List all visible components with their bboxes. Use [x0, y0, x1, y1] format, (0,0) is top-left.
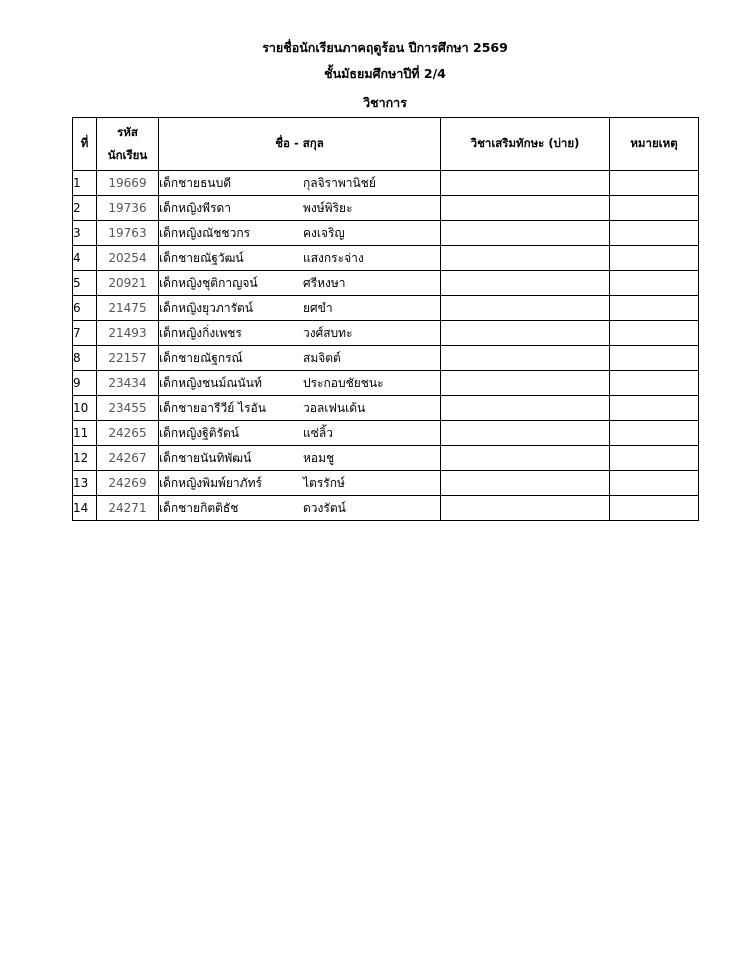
- student-id: 19669: [97, 171, 159, 196]
- student-first-name: เด็กชายณัฐกรณ์: [159, 350, 243, 365]
- column-header-subject: วิชาเสริมทักษะ (บ่าย): [441, 118, 610, 171]
- subject-cell: [441, 496, 610, 521]
- note-cell: [610, 371, 699, 396]
- subject-cell: [441, 196, 610, 221]
- row-number: 3: [73, 221, 97, 246]
- student-id: 24267: [97, 446, 159, 471]
- subject-cell: [441, 371, 610, 396]
- student-last-name: ดวงรัตน์: [303, 500, 346, 515]
- table-row: [73, 396, 699, 421]
- subject-cell: [441, 446, 610, 471]
- note-cell: [610, 346, 699, 371]
- student-name: [159, 246, 441, 271]
- student-name: [159, 496, 441, 521]
- student-first-name: เด็กหญิงฐิติรัตน์: [159, 425, 240, 440]
- student-name: [159, 321, 441, 346]
- student-last-name: สมจิตต์: [303, 350, 341, 365]
- table-row: [73, 421, 699, 446]
- student-last-name: ยศขำ: [303, 300, 333, 315]
- subject-cell: [441, 246, 610, 271]
- student-id: 20921: [97, 271, 159, 296]
- student-id: 21475: [97, 296, 159, 321]
- row-number: 12: [73, 446, 97, 471]
- row-number: 6: [73, 296, 97, 321]
- student-name: [159, 446, 441, 471]
- row-number: 4: [73, 246, 97, 271]
- student-name: [159, 471, 441, 496]
- student-name: [159, 221, 441, 246]
- student-first-name: เด็กหญิงพีรดา: [159, 200, 232, 215]
- student-id: 19763: [97, 221, 159, 246]
- table-row: [73, 221, 699, 246]
- student-first-name: เด็กหญิงพิมพ์ยาภัทร์: [159, 475, 262, 490]
- table-row: [73, 496, 699, 521]
- student-last-name: คงเจริญ: [303, 225, 345, 240]
- student-first-name: เด็กหญิงชุติกาญจน์: [159, 275, 258, 290]
- student-id: 22157: [97, 346, 159, 371]
- student-id: 23455: [97, 396, 159, 421]
- table-row: [73, 196, 699, 221]
- student-last-name: วงศ์สบทะ: [303, 325, 353, 340]
- table-row: [73, 271, 699, 296]
- note-cell: [610, 246, 699, 271]
- column-header-name: ชื่อ - สกุล: [159, 118, 441, 171]
- student-name: [159, 196, 441, 221]
- student-first-name: เด็กชายอารีวีย์ ไรอัน: [159, 400, 266, 415]
- student-name: [159, 396, 441, 421]
- student-first-name: เด็กหญิงยุวภารัตน์: [159, 300, 254, 315]
- department-label: วิชาการ: [363, 95, 407, 110]
- student-id: 20254: [97, 246, 159, 271]
- subject-cell: [441, 346, 610, 371]
- note-cell: [610, 296, 699, 321]
- subject-cell: [441, 421, 610, 446]
- row-number: 5: [73, 271, 97, 296]
- column-header-note: หมายเหตุ: [610, 118, 699, 171]
- student-id: 21493: [97, 321, 159, 346]
- row-number: 14: [73, 496, 97, 521]
- student-last-name: แสงกระจ่าง: [303, 250, 364, 265]
- note-cell: [610, 221, 699, 246]
- student-last-name: ประกอบชัยชนะ: [303, 375, 384, 390]
- student-first-name: เด็กชายธนบดี: [159, 175, 232, 190]
- table-row: [73, 371, 699, 396]
- note-cell: [610, 421, 699, 446]
- table-row: [73, 346, 699, 371]
- student-last-name: ไตรรักษ์: [303, 475, 345, 490]
- student-first-name: เด็กหญิงกิ่งเพชร: [159, 325, 242, 340]
- table-row: [73, 471, 699, 496]
- table-row: [73, 171, 699, 196]
- note-cell: [610, 471, 699, 496]
- student-name: [159, 296, 441, 321]
- student-first-name: เด็กหญิงณัชชวกร: [159, 225, 251, 240]
- student-last-name: หอมชู: [303, 450, 335, 465]
- note-cell: [610, 271, 699, 296]
- class-level: ชั้นมัธยมศึกษาปีที่ 2/4: [324, 66, 446, 81]
- note-cell: [610, 496, 699, 521]
- student-last-name: วอลเฟนเด้น: [303, 400, 366, 415]
- row-number: 7: [73, 321, 97, 346]
- subject-cell: [441, 296, 610, 321]
- table-body: [73, 171, 699, 521]
- row-number: 11: [73, 421, 97, 446]
- student-first-name: เด็กชายกิตติธัช: [159, 500, 239, 515]
- subject-cell: [441, 221, 610, 246]
- table-row: [73, 321, 699, 346]
- table-row: [73, 446, 699, 471]
- column-header-id-line1: รหัส: [117, 125, 138, 139]
- row-number: 8: [73, 346, 97, 371]
- student-last-name: พงษ์พิริยะ: [303, 200, 353, 215]
- student-last-name: แซ่ลิ้ว: [303, 425, 333, 440]
- student-roster-table: [72, 117, 699, 521]
- student-name: [159, 371, 441, 396]
- subject-cell: [441, 271, 610, 296]
- note-cell: [610, 446, 699, 471]
- student-id: 24271: [97, 496, 159, 521]
- student-last-name: ศรีหงษา: [303, 275, 346, 290]
- student-id: 19736: [97, 196, 159, 221]
- note-cell: [610, 171, 699, 196]
- table-header-row: [73, 118, 699, 171]
- student-first-name: เด็กชายณัฐวัฒน์: [159, 250, 244, 265]
- student-name: [159, 421, 441, 446]
- student-name: [159, 346, 441, 371]
- table-row: [73, 296, 699, 321]
- student-id: 24269: [97, 471, 159, 496]
- note-cell: [610, 396, 699, 421]
- note-cell: [610, 321, 699, 346]
- column-header-id-line2: นักเรียน: [107, 148, 148, 162]
- student-id: 24265: [97, 421, 159, 446]
- subject-cell: [441, 471, 610, 496]
- student-name: [159, 271, 441, 296]
- page-title: รายชื่อนักเรียนภาคฤดูร้อน ปีการศึกษา 2569: [262, 40, 508, 55]
- student-first-name: เด็กหญิงชนม์ณนันท์: [159, 375, 262, 390]
- row-number: 1: [73, 171, 97, 196]
- row-number: 2: [73, 196, 97, 221]
- table-row: [73, 246, 699, 271]
- student-name: [159, 171, 441, 196]
- subject-cell: [441, 396, 610, 421]
- note-cell: [610, 196, 699, 221]
- column-header-student-id: [97, 118, 159, 171]
- column-header-no: ที่: [73, 118, 97, 171]
- student-first-name: เด็กชายนันทิพัฒน์: [159, 450, 252, 465]
- row-number: 13: [73, 471, 97, 496]
- subject-cell: [441, 171, 610, 196]
- subject-cell: [441, 321, 610, 346]
- student-last-name: กุลจิราพานิชย์: [303, 175, 376, 190]
- student-id: 23434: [97, 371, 159, 396]
- row-number: 10: [73, 396, 97, 421]
- row-number: 9: [73, 371, 97, 396]
